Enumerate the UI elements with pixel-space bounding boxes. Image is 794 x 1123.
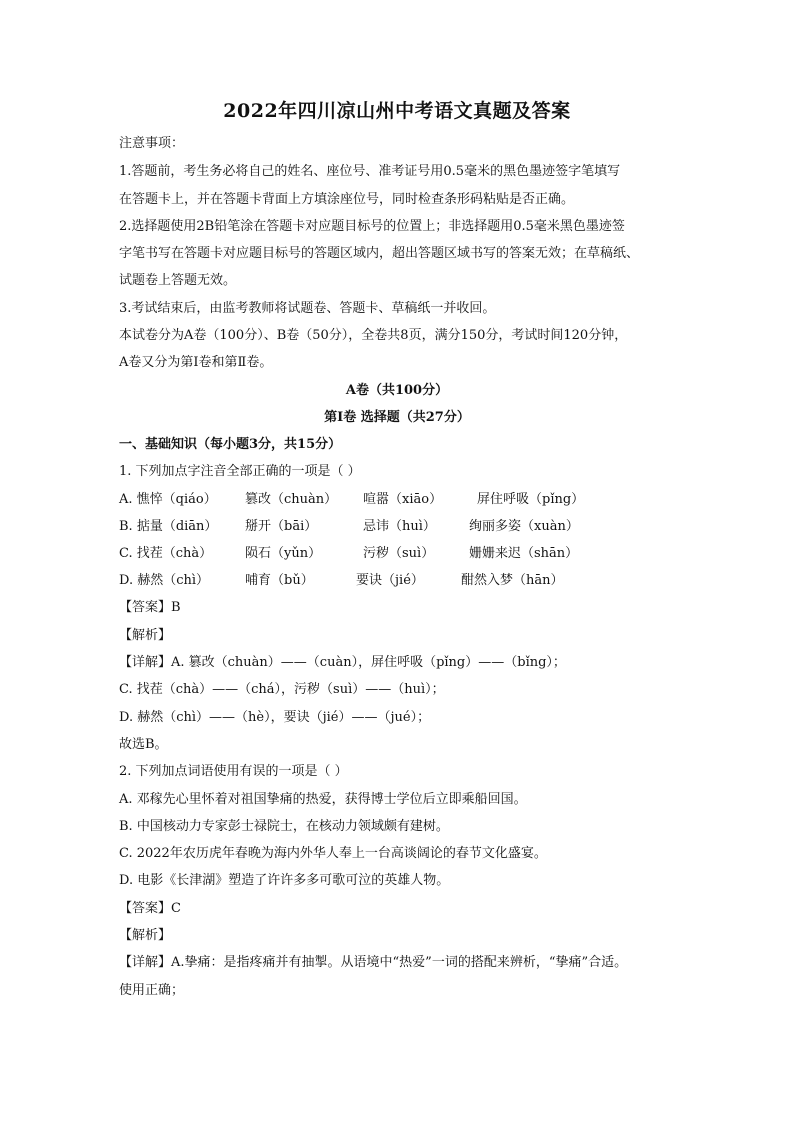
option-item: 哺育（bǔ） bbox=[245, 573, 314, 588]
option-item: A. 憔悴（qiáo） bbox=[119, 492, 217, 507]
notice-item-2-line-3: 试题卷上答题无效。 bbox=[119, 273, 237, 288]
question-2-option-c: C. 2022年农历虎年春晚为海内外华人奉上一台高谈阔论的春节文化盛宴。 bbox=[119, 846, 547, 861]
exam-intro-line-2: A卷又分为第Ⅰ卷和第Ⅱ卷。 bbox=[119, 355, 273, 370]
question-1-option-row bbox=[119, 518, 699, 536]
option-item: 掰开（bāi） bbox=[245, 519, 318, 534]
document-title: 2022年四川凉山州中考语文真题及答案 bbox=[223, 100, 571, 122]
question-2-analysis-label: 【解析】 bbox=[119, 928, 172, 943]
question-1-conclusion: 故选B。 bbox=[119, 737, 168, 752]
question-2-option-d: D. 电影《长津湖》塑造了许许多多可歌可泣的英雄人物。 bbox=[119, 873, 450, 888]
section-i-heading: 第Ⅰ卷 选择题（共27分） bbox=[324, 410, 470, 425]
option-item: D. 赫然（chì） bbox=[119, 573, 210, 588]
question-2-stem: 2. 下列加点词语使用有误的一项是（ ） bbox=[119, 764, 348, 779]
question-1-answer: 【答案】B bbox=[119, 600, 181, 615]
option-item: 要诀（jié） bbox=[356, 573, 424, 588]
question-2-option-b: B. 中国核动力专家彭士禄院士，在核动力领域颇有建树。 bbox=[119, 819, 449, 834]
section-a-heading: A卷（共100分） bbox=[345, 383, 449, 398]
option-item: 酣然入梦（hān） bbox=[461, 573, 564, 588]
option-item: 屏住呼吸（pǐng） bbox=[477, 492, 585, 507]
question-2-detail-line-2: 使用正确； bbox=[119, 983, 185, 998]
notice-heading: 注意事项： bbox=[119, 136, 185, 151]
question-1-detail-line-1: 【详解】A. 篡改（chuàn）——（cuàn），屏住呼吸（pǐng）——（bǐng）； bbox=[119, 655, 566, 670]
notice-item-2-line-2: 字笔书写在答题卡对应题目标号的答题区域内，超出答题区域书写的答案无效；在草稿纸、 bbox=[119, 246, 640, 261]
option-item: 陨石（yǔn） bbox=[245, 546, 322, 561]
question-2-option-a: A. 邓稼先心里怀着对祖国挚痛的热爱，获得博士学位后立即乘船回国。 bbox=[119, 792, 527, 807]
option-item: 喧嚣（xiāo） bbox=[363, 492, 443, 507]
option-item: 篡改（chuàn） bbox=[245, 492, 338, 507]
option-item: B. 掂量（diān） bbox=[119, 519, 218, 534]
notice-item-1-line-1: 1.答题前，考生务必将自己的姓名、座位号、准考证号用0.5毫米的黑色墨迹签字笔填写 bbox=[119, 164, 621, 179]
option-item: 绚丽多姿（xuàn） bbox=[469, 519, 579, 534]
notice-item-1-line-2: 在答题卡上，并在答题卡背面上方填涂座位号，同时检查条形码粘贴是否正确。 bbox=[119, 192, 575, 207]
question-1-option-row bbox=[119, 491, 699, 509]
notice-item-2-line-1: 2.选择题使用2B铅笔涂在答题卡对应题目标号的位置上；非选择题用0.5毫米黑色墨迹签 bbox=[119, 219, 625, 234]
question-1-stem: 1. 下列加点字注音全部正确的一项是（ ） bbox=[119, 464, 361, 479]
question-1-option-row bbox=[119, 572, 699, 590]
question-1-analysis-label: 【解析】 bbox=[119, 628, 172, 643]
part-1-heading: 一、基础知识（每小题3分，共15分） bbox=[119, 437, 342, 452]
exam-intro-line-1: 本试卷分为A卷（100分）、B卷（50分），全卷共8页，满分150分，考试时间120分钟， bbox=[119, 328, 628, 343]
question-2-detail-line-1: 【详解】A.挚痛：是指疼痛并有抽掣。从语境中“热爱”一词的搭配来辨析，“挚痛”合适。 bbox=[119, 955, 628, 970]
question-1-detail-line-2: C. 找茬（chà）——（chá），污秽（suì）——（huì）； bbox=[119, 682, 445, 697]
option-item: 姗姗来迟（shān） bbox=[469, 546, 579, 561]
option-item: 污秽（suì） bbox=[363, 546, 435, 561]
notice-item-3: 3.考试结束后，由监考教师将试题卷、答题卡、草稿纸一并收回。 bbox=[119, 301, 496, 316]
question-1-option-row bbox=[119, 545, 699, 563]
option-item: 忌讳（huì） bbox=[363, 519, 436, 534]
question-1-detail-line-3: D. 赫然（chì）——（hè），要诀（jié）——（jué）； bbox=[119, 710, 431, 725]
option-item: C. 找茬（chà） bbox=[119, 546, 213, 561]
question-2-answer: 【答案】C bbox=[119, 901, 181, 916]
